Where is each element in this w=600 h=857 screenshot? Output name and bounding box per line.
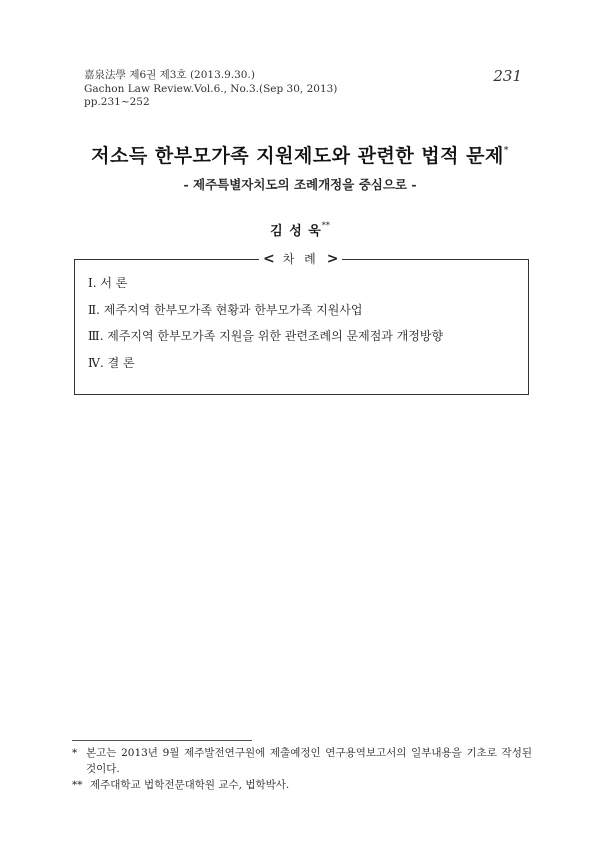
author-name: 김 성 욱 — [270, 224, 322, 239]
page-number: 231 — [493, 67, 522, 85]
footnote-divider — [72, 740, 252, 741]
toc-item-conclusion[interactable]: Ⅳ. 결 론 — [88, 355, 135, 370]
toc-close-bracket: > — [326, 251, 339, 267]
author-footnote-mark[interactable]: ** — [321, 221, 330, 230]
journal-line-english: Gachon Law Review.Vol.6., No.3.(Sep 30, 2013) — [84, 82, 338, 95]
footnote-1 — [72, 745, 532, 777]
title-footnote-mark[interactable]: * — [503, 146, 509, 156]
article-title — [0, 141, 600, 168]
footnote-2 — [72, 777, 532, 793]
article-subtitle: - 제주특별자치도의 조례개정을 중심으로 - — [183, 177, 417, 192]
journal-info — [84, 69, 337, 110]
toc-heading-label: 차 례 — [282, 252, 319, 266]
toc-item-ordinance-issues[interactable]: Ⅲ. 제주지역 한부모가족 지원을 위한 관련조례의 문제점과 개정방향 — [88, 329, 444, 343]
footnote-2-mark: ** — [72, 779, 83, 791]
footnote-1-mark: * — [72, 747, 78, 759]
footnote-2-text: 제주대학교 법학전문대학원 교수, 법학박사. — [90, 779, 290, 791]
page-range: pp.231~252 — [84, 96, 150, 108]
toc-open-bracket: < — [263, 251, 275, 267]
toc-list — [88, 275, 443, 381]
footnote-1-text: 본고는 2013년 9월 제주발전연구원에 제출예정인 연구용역보고서의 일부내용을 기초로 작성된 것이다. — [86, 747, 532, 775]
toc-item-current-status[interactable]: Ⅱ. 제주지역 한부모가족 현황과 한부모가족 지원사업 — [88, 302, 363, 317]
toc-item-introduction[interactable]: Ⅰ. 서 론 — [88, 276, 128, 290]
author — [0, 220, 600, 239]
toc-heading — [259, 250, 342, 268]
journal-line-korean: 嘉泉法學 제6권 제3호 (2013.9.30.) — [84, 69, 255, 81]
footnotes — [72, 745, 532, 793]
article-title-text: 저소득 한부모가족 지원제도와 관련한 법적 문제 — [91, 145, 504, 167]
